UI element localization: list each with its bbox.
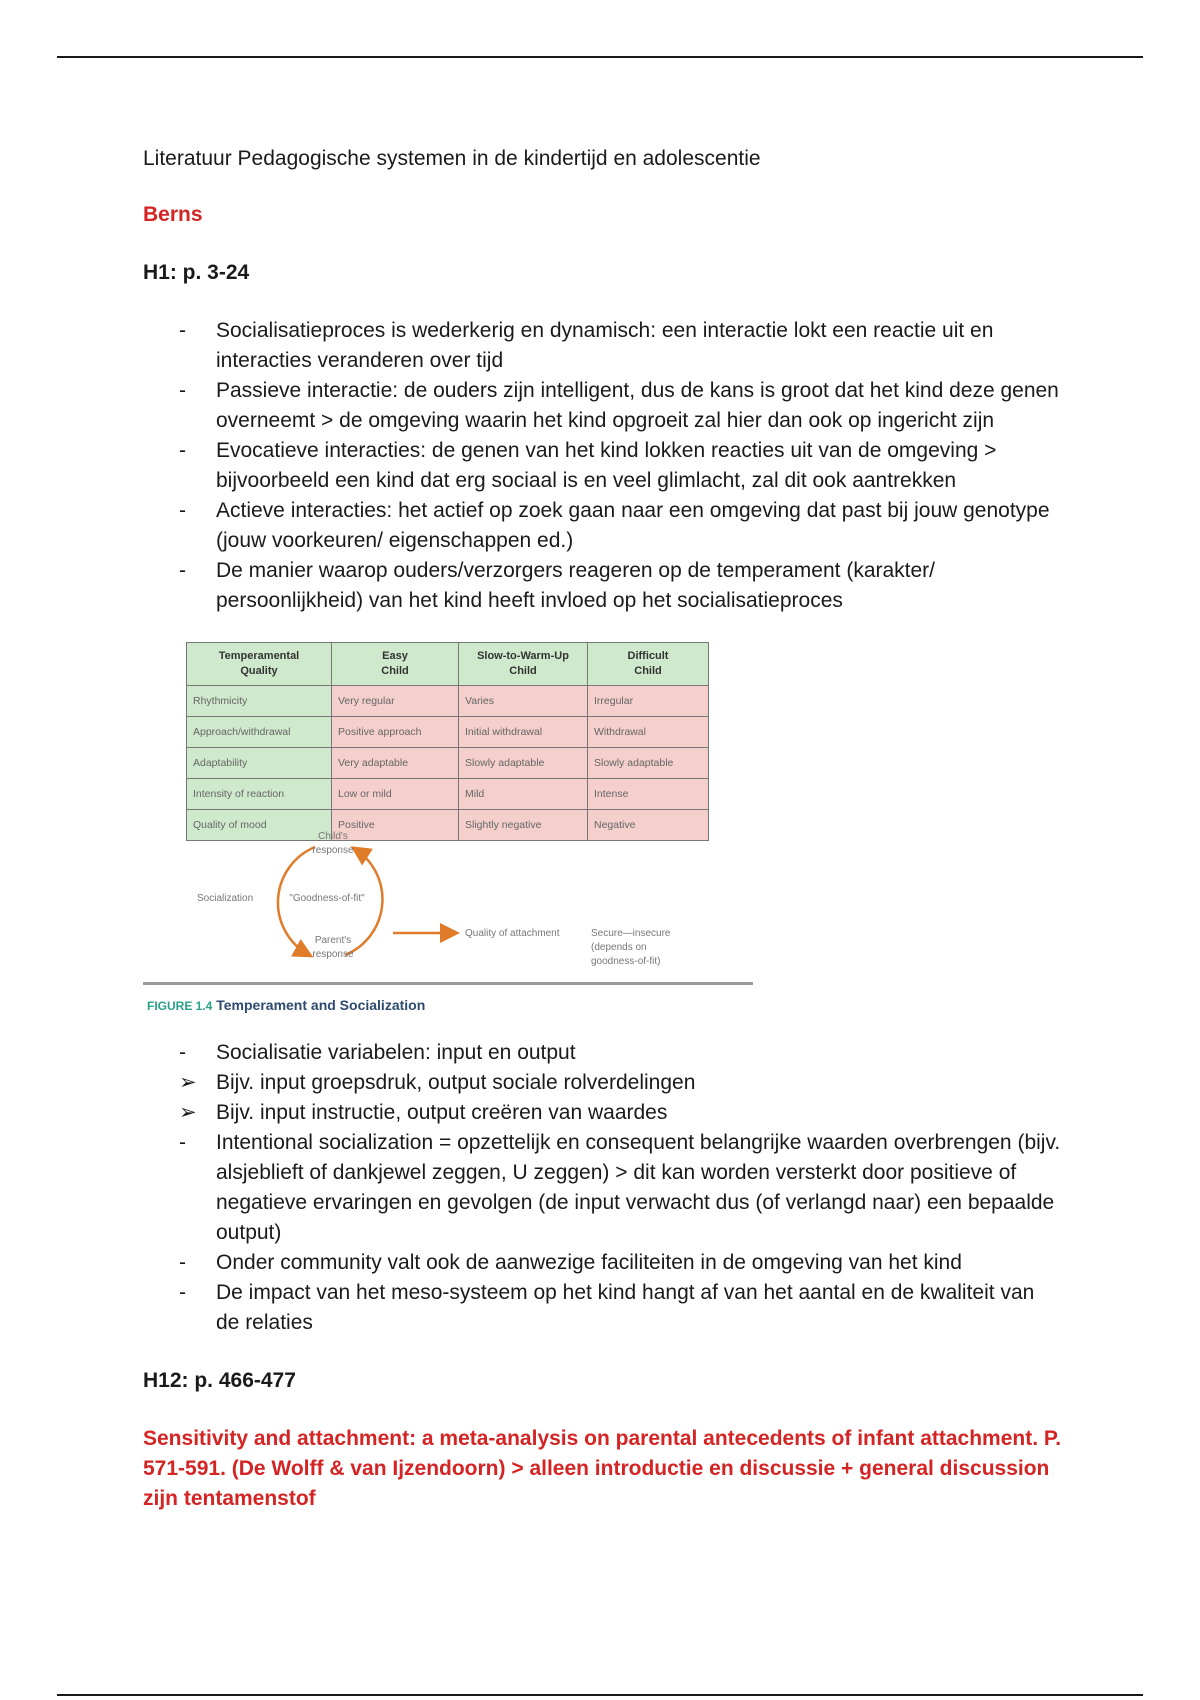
bullet-text: Bijv. input groepsdruk, output sociale rolverdelingen (216, 1071, 696, 1094)
bullet-marker: - (179, 1131, 186, 1154)
list-item (143, 436, 1063, 496)
bullet-list-h1-part1 (143, 316, 1063, 616)
table-cell: Positive (332, 810, 459, 841)
bullet-marker: - (179, 559, 186, 582)
table-cell: Very adaptable (332, 748, 459, 779)
bullet-text: Socialisatieproces is wederkerig en dynamisch: een interactie lokt een reactie uit en interacties veranderen over tijd (216, 319, 994, 372)
table-row (187, 779, 709, 810)
figure-caption (147, 990, 425, 1021)
socialization-label: Socialization (197, 893, 254, 904)
page-top-rule (57, 56, 1143, 58)
bullet-text: Socialisatie variabelen: input en output (216, 1041, 576, 1064)
list-item (143, 496, 1063, 556)
list-item (143, 1128, 1063, 1248)
list-item (143, 1278, 1063, 1338)
table-cell: Negative (588, 810, 709, 841)
table-header-slow: Slow-to-Warm-Up Child (459, 643, 588, 686)
parents-response-label-2: response (312, 949, 354, 960)
childs-response-label-1: Child's (318, 831, 348, 842)
childs-response-label-2: response (312, 845, 354, 856)
table-cell: Slightly negative (459, 810, 588, 841)
table-cell: Initial withdrawal (459, 717, 588, 748)
list-item (143, 1248, 1063, 1278)
bullet-marker: - (179, 1251, 186, 1274)
bullet-text: De impact van het meso-systeem op het kind hangt af van het aantal en de kwaliteit van de relaties (216, 1281, 1035, 1334)
table-row (187, 748, 709, 779)
bullet-marker: - (179, 319, 186, 342)
bullet-marker: - (179, 439, 186, 462)
list-item (143, 316, 1063, 376)
bullet-text: Onder community valt ook de aanwezige faciliteiten in de omgeving van het kind (216, 1251, 962, 1274)
reading-reference-de-wolff: Sensitivity and attachment: a meta-analysis on parental antecedents of infant attachment. P. 571-591. (De Wolff & van Ijzendoorn) > alleen introductie en discussie + general discussion zijn tentamenstof (143, 1427, 1062, 1510)
chapter-heading-h1: H1: p. 3-24 (143, 261, 250, 284)
bullet-text: Intentional socialization = opzettelijk en consequent belangrijke waarden overbrengen (bijv. alsjeblieft of dankjewel zeggen, U zeggen) > dit kan worden versterkt door positieve of negatieve ervaringen en gevolgen (de input verwacht dus (of verlangd naar) een bepaalde output) (216, 1131, 1061, 1244)
bullet-text: Passieve interactie: de ouders zijn intelligent, dus de kans is groot dat het kind deze genen overneemt > de omgeving waarin het kind opgroeit zal hier dan ook op ingericht zijn (216, 379, 1059, 432)
table-cell: Low or mild (332, 779, 459, 810)
figure-temperament (143, 642, 753, 1012)
bullet-list-h1-part2 (143, 1038, 1063, 1338)
table-cell: Quality of mood (187, 810, 332, 841)
document-title: Literatuur Pedagogische systemen in de kindertijd en adolescentie (143, 147, 761, 170)
chapter-heading-h12: H12: p. 466-477 (143, 1369, 296, 1392)
table-cell: Intensity of reaction (187, 779, 332, 810)
table-cell: Irregular (588, 686, 709, 717)
secure-insecure-label-1: Secure—insecure (591, 928, 671, 939)
socialization-diagram (143, 827, 753, 977)
table-cell: Intense (588, 779, 709, 810)
table-cell: Positive approach (332, 717, 459, 748)
table-cell: Very regular (332, 686, 459, 717)
table-cell: Approach/withdrawal (187, 717, 332, 748)
figure-caption-text: Temperament and Socialization (216, 997, 426, 1013)
goodness-of-fit-label: "Goodness-of-fit" (289, 893, 365, 904)
section-heading-berns: Berns (143, 203, 203, 226)
table-cell: Varies (459, 686, 588, 717)
table-cell: Slowly adaptable (459, 748, 588, 779)
table-row (187, 717, 709, 748)
bullet-text: De manier waarop ouders/verzorgers reageren op de temperament (karakter/ persoonlijkheid) van het kind heeft invloed op het socialisatieproces (216, 559, 936, 612)
bullet-marker: ➢ (179, 1101, 197, 1124)
bullet-text: Bijv. input instructie, output creëren van waardes (216, 1101, 668, 1124)
bullet-marker: ➢ (179, 1071, 197, 1094)
list-item (143, 1068, 1063, 1098)
bullet-text: Actieve interacties: het actief op zoek gaan naar een omgeving dat past bij jouw genotype (jouw voorkeuren/ eigenschappen ed.) (216, 499, 1050, 552)
table-cell: Withdrawal (588, 717, 709, 748)
figure-separator (143, 982, 753, 985)
list-item (143, 1038, 1063, 1068)
table-header-quality: Temperamental Quality (187, 643, 332, 686)
table-row (187, 686, 709, 717)
bullet-text: Evocatieve interacties: de genen van het kind lokken reacties uit van de omgeving > bijvoorbeeld een kind dat erg sociaal is en veel glimlacht, zal dit ook aantrekken (216, 439, 997, 492)
parents-response-label-1: Parent's (314, 935, 352, 946)
quality-of-attachment-label: Quality of attachment (465, 928, 560, 939)
figure-caption-label: FIGURE 1.4 (147, 999, 213, 1013)
bullet-marker: - (179, 499, 186, 522)
bullet-marker: - (179, 379, 186, 402)
list-item (143, 556, 1063, 616)
table-cell: Adaptability (187, 748, 332, 779)
table-cell: Mild (459, 779, 588, 810)
list-item (143, 376, 1063, 436)
bullet-marker: - (179, 1281, 186, 1304)
secure-insecure-label-2: (depends on (591, 942, 647, 953)
table-cell: Slowly adaptable (588, 748, 709, 779)
page-bottom-rule (57, 1694, 1143, 1696)
table-header-easy: Easy Child (332, 643, 459, 686)
table-cell: Rhythmicity (187, 686, 332, 717)
secure-insecure-label-3: goodness-of-fit) (591, 956, 661, 967)
list-item (143, 1098, 1063, 1128)
table-header-difficult: Difficult Child (588, 643, 709, 686)
document-body (143, 144, 1063, 1514)
bullet-marker: - (179, 1041, 186, 1064)
temperament-table (186, 642, 709, 841)
